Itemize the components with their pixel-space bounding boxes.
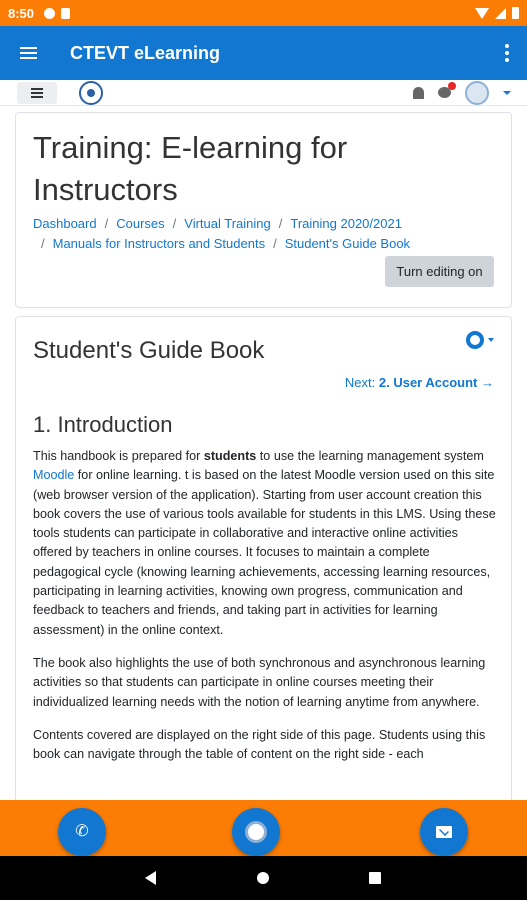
book-card — [15, 316, 512, 800]
next-chapter-label: 2. User Account — [378, 375, 478, 390]
bottom-action-bar — [0, 800, 527, 856]
paragraph-2: The book also highlights the use of both synchronous and asynchronous learning activities so that students can participate in online courses meeting their individualized learning needs with the notion of learning anytime from anywhere. — [33, 655, 486, 709]
call-button[interactable] — [58, 808, 106, 856]
back-icon[interactable] — [145, 871, 156, 885]
home-icon[interactable] — [257, 872, 269, 884]
para1-text: for online learning. t is based on the latest Moodle version used on this site (web browser version of the application). Starting from user account creation this book covers the use of various tools available for students in this LMS. Using these tools students can participate in collaborative and interactive online activities offered by teachers in online courses. It focuses to maintain a complete pedagogical cycle (knowing learning achievements, accessing learning resources, participating in learning activities, knowing own progress, communication and feedback to teachers and friends, and taking part in activities for learning assessment) in the online context. — [33, 468, 496, 637]
moodle-link[interactable]: Moodle — [33, 468, 75, 483]
app-notification-icon — [44, 8, 55, 19]
breadcrumb — [33, 214, 503, 254]
phone-icon: ✆ — [75, 823, 89, 840]
next-prefix: Next: — [344, 375, 379, 390]
turn-editing-on-button[interactable]: Turn editing on — [385, 256, 494, 287]
avatar[interactable] — [465, 81, 489, 105]
para1-bold: students — [203, 449, 257, 463]
breadcrumb-courses[interactable]: Courses — [116, 216, 165, 231]
system-navigation-bar — [0, 856, 527, 900]
battery-icon — [512, 7, 519, 19]
next-chapter-link[interactable] — [345, 375, 494, 390]
gear-icon — [466, 331, 484, 349]
bell-icon[interactable] — [413, 87, 424, 99]
message-badge — [448, 82, 456, 90]
arrow-right-icon: → — [481, 375, 494, 390]
mail-button[interactable] — [420, 808, 468, 856]
site-logo[interactable] — [79, 81, 103, 105]
breadcrumb-separator: / — [172, 216, 177, 231]
app-bar — [0, 26, 527, 80]
message-icon[interactable] — [438, 87, 451, 98]
hamburger-icon[interactable] — [0, 26, 56, 80]
chevron-down-icon — [488, 338, 494, 342]
breadcrumb-manuals[interactable]: Manuals for Instructors and Students — [52, 236, 266, 251]
breadcrumb-training-2020-2021[interactable]: Training 2020/2021 — [290, 216, 402, 231]
home-logo-button[interactable] — [232, 808, 280, 856]
breadcrumb-separator: / — [278, 216, 283, 231]
drawer-toggle-button[interactable] — [17, 82, 57, 104]
paragraph-3: Contents covered are displayed on the right side of this page. Students using this book can navigate through the table of content on the right side - each — [33, 727, 486, 762]
page-content — [0, 106, 527, 800]
page-header-card — [15, 112, 512, 308]
settings-menu-button[interactable] — [466, 331, 494, 349]
status-time: 8:50 — [8, 5, 35, 21]
kebab-menu-icon[interactable] — [487, 44, 527, 62]
sd-card-icon — [61, 8, 70, 19]
logo-icon — [245, 821, 267, 843]
breadcrumb-separator: / — [41, 236, 45, 251]
chapter-body — [33, 447, 496, 778]
breadcrumb-students-guide-book[interactable]: Student's Guide Book — [284, 236, 411, 251]
para1-text: to use the learning management system — [256, 449, 484, 463]
site-navbar — [0, 80, 527, 106]
app-title: CTEVT eLearning — [70, 42, 221, 63]
para1-text: This handbook is prepared for — [33, 449, 204, 463]
book-title: Student's Guide Book — [33, 337, 265, 364]
recent-apps-icon[interactable] — [369, 872, 381, 884]
breadcrumb-separator: / — [104, 216, 109, 231]
page-title: Training: E-learning for Instructors — [33, 130, 348, 207]
signal-icon — [495, 8, 506, 19]
breadcrumb-virtual-training[interactable]: Virtual Training — [184, 216, 271, 231]
intro-paragraph — [33, 447, 496, 640]
chapter-title: 1. Introduction — [33, 412, 173, 437]
mail-icon — [436, 826, 452, 838]
breadcrumb-separator: / — [273, 236, 277, 251]
status-bar — [0, 0, 527, 26]
user-menu-chevron-down-icon[interactable] — [503, 91, 511, 95]
wifi-icon — [475, 8, 489, 19]
breadcrumb-dashboard[interactable]: Dashboard — [33, 216, 97, 231]
